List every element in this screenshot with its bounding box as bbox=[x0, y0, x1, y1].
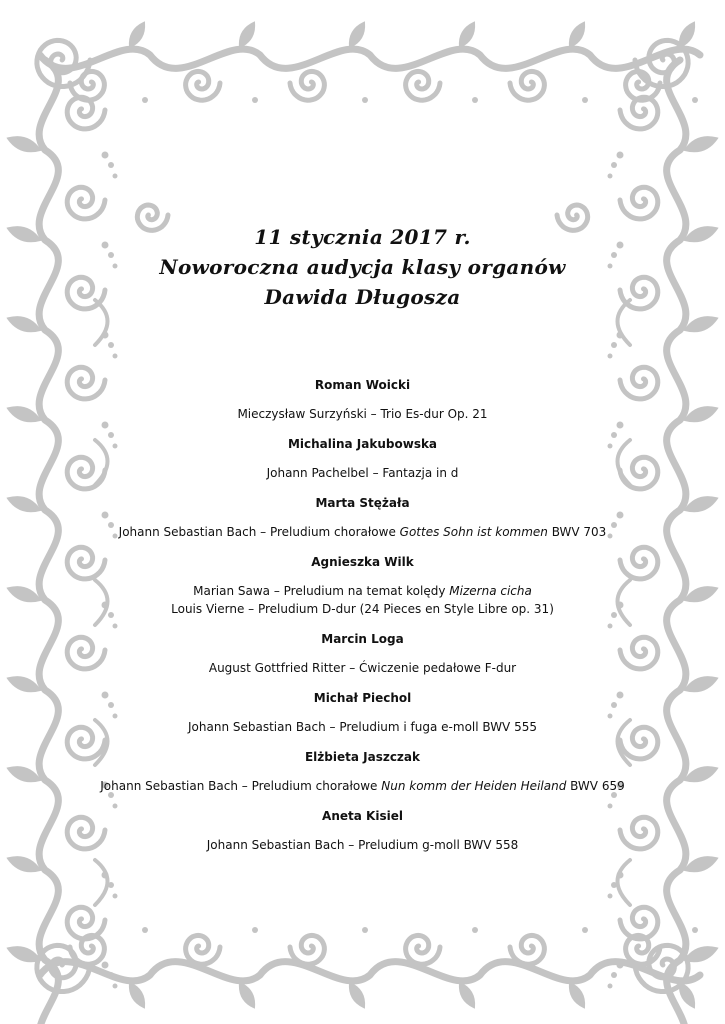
flourish-dot bbox=[142, 97, 148, 103]
flourish-dot bbox=[362, 927, 368, 933]
flourish-stroke bbox=[240, 983, 254, 1007]
flourish-stroke bbox=[186, 935, 220, 964]
flourish-dot bbox=[608, 894, 613, 899]
flourish-dot bbox=[692, 927, 698, 933]
flourish-stroke bbox=[618, 860, 631, 905]
concert-title: Noworoczna audycja klasy organów bbox=[159, 255, 566, 279]
piece-list bbox=[0, 464, 725, 482]
piece-title: Louis Vierne – Preludium D-dur (24 Pieces en Style Libre op. 31) bbox=[171, 602, 554, 616]
flourish-stroke bbox=[350, 23, 364, 47]
concert-date: 11 stycznia 2017 r. bbox=[254, 225, 471, 249]
piece-title: Johann Sebastian Bach – Preludium chorałowe Nun komm der Heiden Heiland BWV 659 bbox=[100, 779, 625, 793]
program-entry bbox=[0, 552, 725, 618]
flourish-stroke bbox=[620, 187, 658, 219]
flourish-stroke bbox=[40, 962, 700, 981]
flourish-dot bbox=[113, 174, 118, 179]
flourish-dot bbox=[108, 162, 114, 168]
piece-italic-title: Nun komm der Heiden Heiland bbox=[381, 779, 567, 793]
flourish-stroke bbox=[130, 23, 144, 47]
flourish-stroke bbox=[460, 983, 474, 1007]
flourish-stroke bbox=[406, 71, 440, 100]
flourish-dot bbox=[472, 97, 478, 103]
title-block bbox=[0, 222, 725, 312]
flourish-stroke bbox=[67, 907, 105, 939]
flourish-stroke bbox=[130, 983, 144, 1007]
flourish-dot bbox=[611, 972, 617, 978]
flourish-dot bbox=[108, 342, 114, 348]
flourish-stroke bbox=[570, 23, 584, 47]
performer-name: Michał Piechol bbox=[313, 691, 412, 705]
flourish-dot bbox=[102, 152, 109, 159]
flourish-stroke bbox=[240, 23, 254, 47]
flourish-dot bbox=[582, 927, 588, 933]
piece-list bbox=[0, 523, 725, 541]
program-entry bbox=[0, 493, 725, 541]
piece-italic-title: Mizerna cicha bbox=[449, 584, 532, 598]
flourish-stroke bbox=[510, 935, 544, 964]
program-entry bbox=[0, 747, 725, 795]
flourish-dot bbox=[362, 97, 368, 103]
performer-name: Aneta Kisiel bbox=[322, 809, 403, 823]
piece-title: Johann Pachelbel – Fantazja in d bbox=[266, 466, 459, 480]
performer-name: Agnieszka Wilk bbox=[311, 555, 414, 569]
program-entry bbox=[0, 629, 725, 677]
performer-name: Michalina Jakubowska bbox=[287, 437, 438, 451]
concert-program bbox=[0, 375, 725, 865]
flourish-dot bbox=[608, 174, 613, 179]
piece-list bbox=[0, 405, 725, 423]
flourish-stroke bbox=[8, 317, 40, 331]
piece-title: Johann Sebastian Bach – Preludium g-moll BWV 558 bbox=[206, 838, 519, 852]
program-entry bbox=[0, 375, 725, 423]
flourish-dot bbox=[472, 927, 478, 933]
flourish-stroke bbox=[685, 137, 717, 151]
flourish-stroke bbox=[685, 947, 717, 961]
flourish-stroke bbox=[510, 71, 544, 100]
flourish-stroke bbox=[8, 947, 40, 961]
flourish-stroke bbox=[406, 935, 440, 964]
program-entry bbox=[0, 688, 725, 736]
flourish-dot bbox=[608, 984, 613, 989]
piece-list bbox=[0, 659, 725, 677]
flourish-stroke bbox=[67, 187, 105, 219]
piece-list bbox=[0, 777, 725, 795]
teacher-name: Dawida Długosza bbox=[264, 285, 461, 309]
flourish-stroke bbox=[290, 71, 324, 100]
flourish-dot bbox=[692, 97, 698, 103]
flourish-stroke bbox=[685, 317, 717, 331]
piece-title: Johann Sebastian Bach – Preludium i fuga e-moll BWV 555 bbox=[188, 720, 537, 734]
flourish-dot bbox=[582, 97, 588, 103]
flourish-dot bbox=[252, 927, 258, 933]
performer-name: Marta Stężała bbox=[315, 496, 410, 510]
piece-italic-title: Gottes Sohn ist kommen bbox=[399, 525, 548, 539]
piece-title: Mieczysław Surzyński – Trio Es-dur Op. 21 bbox=[237, 407, 488, 421]
flourish-dot bbox=[611, 342, 617, 348]
flourish-stroke bbox=[40, 49, 700, 68]
flourish-dot bbox=[113, 984, 118, 989]
piece-list bbox=[0, 582, 725, 618]
flourish-stroke bbox=[95, 860, 108, 905]
flourish-stroke bbox=[186, 71, 220, 100]
program-entry bbox=[0, 434, 725, 482]
performer-name: Marcin Loga bbox=[321, 632, 404, 646]
flourish-stroke bbox=[350, 983, 364, 1007]
performer-name: Elżbieta Jaszczak bbox=[304, 750, 420, 764]
performer-name: Roman Woicki bbox=[314, 378, 411, 392]
program-entry bbox=[0, 806, 725, 854]
piece-list bbox=[0, 718, 725, 736]
flourish-dot bbox=[113, 354, 118, 359]
flourish-stroke bbox=[8, 137, 40, 151]
flourish-dot bbox=[102, 962, 109, 969]
piece-list bbox=[0, 836, 725, 854]
flourish-dot bbox=[617, 152, 624, 159]
flourish-dot bbox=[608, 354, 613, 359]
flourish-dot bbox=[252, 97, 258, 103]
piece-title: Johann Sebastian Bach – Preludium chorałowe Gottes Sohn ist kommen BWV 703 bbox=[118, 525, 607, 539]
flourish-dot bbox=[142, 927, 148, 933]
flourish-stroke bbox=[680, 983, 694, 1007]
flourish-dot bbox=[611, 162, 617, 168]
piece-title: August Gottfried Ritter – Ćwiczenie pedałowe F-dur bbox=[208, 661, 517, 675]
flourish-stroke bbox=[570, 983, 584, 1007]
flourish-stroke bbox=[460, 23, 474, 47]
flourish-stroke bbox=[290, 935, 324, 964]
flourish-stroke bbox=[680, 23, 694, 47]
flourish-dot bbox=[113, 894, 118, 899]
piece-title: Marian Sawa – Preludium na temat kolędy Mizerna cicha bbox=[193, 584, 532, 598]
